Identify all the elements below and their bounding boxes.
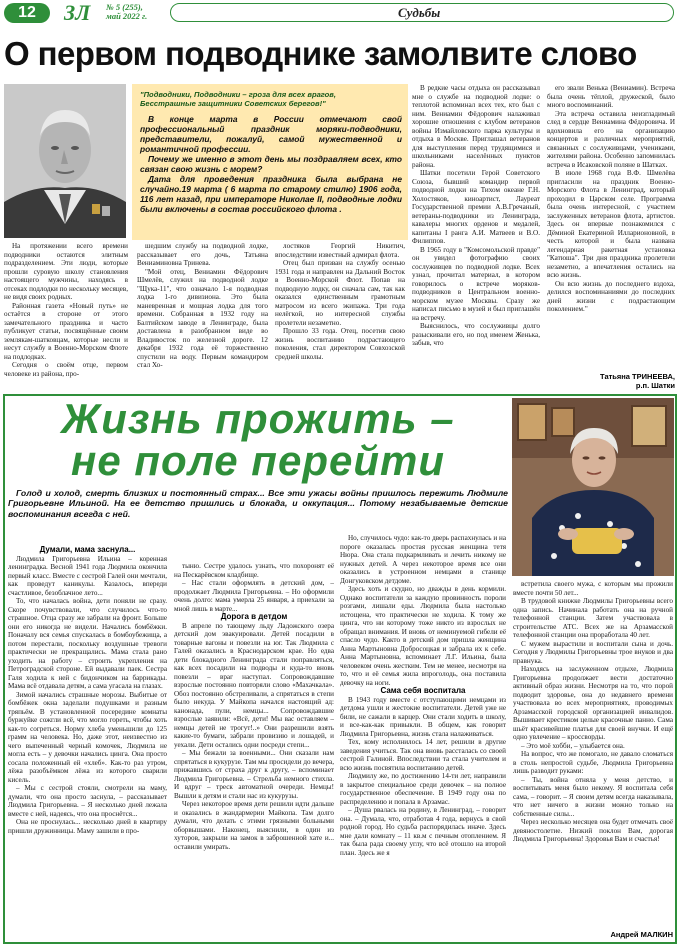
paragraph: тыню. Сестре удалось узнать, что похоронят её на Пескарёвском кладбище. — [174, 562, 334, 579]
paragraph: В 1943 году вместе с отступающими немцами из детдома ушли и жестокие воспитатели. Детей уже не били, не сажали в карцер. Они стали ходить в школу, и все-как-как привыкли. В общем, как говорит Людмила Григорьевна, жизнь стала налаживаться. — [340, 695, 506, 738]
paragraph: – Мы с сестрой стояли, смотрели на маму, думали, что она просто заснула, – рассказывает Людмила Григорьевна. – Я несколько дней лежала вместе с ней, надеясь, что она проснётся... — [8, 784, 167, 818]
article1-column-1 — [4, 242, 128, 378]
paragraph: лостяков Георгий Никитич, впоследствии известный адмирал флота. — [275, 242, 405, 259]
page-number: 12 — [4, 3, 50, 23]
paragraph: Отец был призван на службу осенью 1931 года и направлен на Дальний Восток в Военно-Морской Флот. Попав на подводную лодку, он сначала сам, так как оказался единственным грамотным матросом из всего экипажа. Три года нелёгкой, но интересной службы пролетели незаметно. — [275, 259, 405, 327]
paragraph: На протяжении всего времени подводники остаются элитным подразделением. Эти люди, которые прошли суровую школу становления настоящего мужчины, находясь в отсеках подлодки по нескольку месяцев, не видя своих родных. — [4, 242, 128, 301]
paragraph: В 1965 году в "Комсомольской правде" он увидел фотографию своих сослуживцев по подводной лодке. Всех узнал, прочитал материал, в котором говорилось о встрече моряков-подводников в Центральном военно-морском музее Москвы. Сразу же написал письмо в музей и был приглашён на встречу. — [412, 245, 540, 322]
paragraph: Зимой начались страшные морозы. Выбитые от бомбёжек окна заделали подушками и разным тряпьём. В установленной посередине комнаты буржуйке сожгли всё, что могло гореть, чтобы хоть как-то согреться. Норму хлеба уменьшили до 125 грамм на человека. Но, даже этот, неизвестно из чего выпеченный черный комочек, Людмила не могла есть – у девочки начались цинга. Она просто сосала положенный ей «хлеб». Как-то раз утром, лёжа разобъёмком лёжа из которого сварили кисель. — [8, 690, 167, 784]
article1-lead-block — [132, 84, 408, 240]
paragraph: Людмилу же, по достижению 14-ти лет, направили в закрытое специальное среди девочек – на полное государственное обеспечение. В 1949 году она по распределению и попала в Арзамас. — [340, 772, 506, 806]
issue-date: май 2022 г. — [106, 11, 148, 21]
article2-column-2 — [174, 562, 334, 942]
paragraph: Он всю жизнь до последнего вздоха, делился воспоминаниями до последних дней жизни с подрастающим поколением." — [547, 279, 675, 313]
elderly-woman-knitting-icon — [512, 398, 674, 576]
paragraph: Тех, кому исполнилось 14 лет, решили в другие заведения учиться. Так она вновь рассталась со своей сестрой Галиной. Впоследствии та стала учителем и всю жизнь посвятила воспитанию детей. — [340, 738, 506, 772]
paragraph: С мужем вырастили и воспитали сына и дочь. Сегодня у Людмилы Григорьевны трое внуков и два правнука. — [513, 639, 673, 665]
lead-paragraph-1: В конце марта в России отмечают свой профессиональный праздник моряки-подводники, представители, пожалуй, самой мужественной и романтичной профессии. — [140, 114, 402, 154]
article1-column-5 — [547, 84, 675, 370]
paragraph: В редкие часы отдыха он рассказывал мне о службе на подводной лодке: о теплотой вспоминал всех тех, кто был с ним. Вениамин Фёдорович налаживал хорошие отношения с клубом ветеранов войны Измайловского парка культуры и отдыха в Москве. Приглашал ветеранов для выступления перед трудящимися и школьниками населённых пунктов района. — [412, 84, 540, 169]
article1-column-3 — [275, 242, 405, 390]
paragraph: "Мой отец, Вениамин Фёдорович Шмелёв, служил на подводной лодке "Щука-11", что означало 1-я подводная лодка 1-го дивизиона. Это была маневренная и мощная лодка для того времени. Собранная в 1932 году на Балтийском заводе в Ленинграде, была доставлена в разобранном виде во Владивосток по железной дороге. 12 декабря 1932 года её торжественно спустили на воду. Первым командиром стал Хо- — [137, 267, 268, 369]
issue-info — [106, 3, 147, 21]
paragraph: встретила своего мужа, с которым мы прожили вместе почти 50 лет... — [513, 580, 673, 597]
man-portrait-icon — [4, 84, 126, 238]
paragraph: Находясь на заслуженном отдыхе, Людмила Григорьевна продолжает вести достаточно активный образ жизни. Несмотря на то, что порой подводит здоровье, она до недавнего времени участвовала во всех мероприятиях, проводимых Арзамасской городской организацией инвалидов. Вышивает крестиком целые красочные панно. Сама шьёт красивейшие платья для своей внучки. И ещё одно увлечение – кроссворды. — [513, 665, 673, 741]
paragraph: Эта встреча оставила неизгладимый след в сердце Вениамина Фёдоровича. И вдохновила его на организацию концертов и различных мероприятий, связанных с сослуживцами, учениками, жителями района. Особенно запомнилась встреча в Исаковской поляне в Шатках. — [547, 109, 675, 169]
lead-text — [140, 114, 402, 214]
paragraph: В трудовой книжке Людмилы Григорьевны всего одна запись. Начинала работать она на ручной телефонной станции. Затем участвовала в строительстве АТС. Всех же на Арзамасской телефонной станции она проработала 40 лет. — [513, 597, 673, 639]
portrait-photo — [4, 84, 126, 238]
paragraph: В июле 1968 года В.Ф. Шмелёва пригласили на праздник Военно-Морского Флота в Ленинград, который проходил в Царском селе. Программа была очень интересной, с участием заслуженных ветеранов флота, артистов. Здесь он впервые познакомился с Дёминой Екатериной Илларионовной, в честь которой и была названа легендарная ракетная установка "Катюша". Три дня праздника пролетели незаметно, а впечатления остались на всю жизнь. — [547, 169, 675, 279]
subheading-road-to-orphanage: Дорога в детдом — [220, 612, 288, 621]
paragraph: Выяснилось, что сослуживцы долго разыскивали его, но под именем Женька, забыв, что — [412, 322, 540, 347]
article2-headline — [8, 395, 508, 484]
article2-signature: Андрей МАЛКИН — [610, 930, 673, 939]
paragraph: Районная газета «Новый путь» не остаётся в стороне от этого замечательного праздника и часто публикует статьи, посвящённые своим землякам-шатковцам, которые несли и несут службу в Военно-Морском Флоте на подлодках. — [4, 301, 128, 361]
paragraph: Здесь хоть и скудно, но дважды в день кормили. Однако воспитатели за каждую провинность пороли розгами, лишали еды. Людмила была настолько истощена, что практически не ходила. К тому же цинга, что ни которому тоже никто из взрослых не обращал внимания. И вновь от неминуемой гибели её спасло чудо. Както в детский дом пришла женщина Анна Мартыновна Добросоцкая и забрала их к себе. Анна Мартыновна, вспоминает Л.Г. Ильина, была человеком очень жестким. Тем не менее, несмотря на то, что и её семья жила впроголодь, она поставила девочку на ноги. — [340, 585, 506, 687]
paragraph: В апреле по тающему льду Ладожского озера детский дом эвакуировали. Детей посадили в товарные вагоны и повезли на юг. Так Людмила с Галей оказались в Краснодарском крае. Но едва дети блокадного Ленинграда стали поправляться, как всех посадили на подводы и куда-то вновь повезли – враг наступал. Сопровождавшие взрослые постоянно повторяли слово «Махачкала». Обоз постоянно обстреливали, а спрятаться в степи было некуда. У Майкопа начался настоящий ад: канонада, пули, немцы... Сопровождавшие взрослые заявили: «Всё, дети! Мы вас оставляем – немцы детей не трогут!..» Они разрешили взять какие-то бумаги, забрали провизию и лошадей, и уехали. Дети остались одни посреди степи... — [174, 621, 334, 749]
lead-paragraph-2: Почему же именно в этот день мы поздравляем всех, кто связан свою жизнь с морем? — [140, 154, 402, 174]
subheading-mom-asleep: Думали, мама заснула... — [39, 545, 136, 554]
paragraph: Через несколько месяцев она будет отмечать своё девяностолетие. Низкий поклон Вам, дорогая Людмила Григорьевна! Здоровья Вам и счастья! — [513, 818, 673, 843]
page-header — [0, 0, 680, 26]
epigraph — [140, 90, 402, 108]
lead-paragraph-3: Дата для проведения праздника была выбрана не случайно.19 марта ( 6 марта по старому стилю) 1906 года, 116 лет назад, при императоре Николае II, подводные лодки были включены в состав российского флота . — [140, 174, 402, 214]
article1-signature — [547, 372, 675, 390]
paragraph: – Это моё хобби, – улыбается она. — [521, 741, 625, 750]
paragraph: На вопрос, что же помогало, не давало сломаться в столь непростой судьбе, Людмила Григорьевна лишь разводит руками: — [513, 750, 673, 775]
issue-number: № 5 (255), — [106, 2, 143, 12]
article2-column-4 — [513, 580, 673, 928]
article1-column-4 — [412, 84, 540, 390]
headline-line1: Жизнь прожить – — [61, 395, 455, 442]
paragraph: – Нас стали оформлять в детский дом, – продолжает Людмила Григорьевна. – Но оформили очень долго: мама умерла 25 января, а приехали за мной лишь в марте... — [174, 579, 334, 613]
paragraph: То, что началась война, дети поняли не сразу. Скоре почувствовали, что случилось что-то страшное. Отца сразу же забрали на фронт. Больше они его никогда не видели. Начались бомбёжки. Поначалу вся семья спускалась в бомбоубежища, а потом перестали, поскольку воздушные тревоги практически не прекращались. Мама стала рано уходить на работу – строить укрепления на Петроградской стороне. Ей выдавали паек. Сестра Галя ходила к ней с бидончиком на баррикады. Мама всё отдавала детям, а сама угасала на глазах. — [8, 597, 167, 690]
section-title: Судьбы — [398, 5, 441, 20]
paragraph: его звали Венька (Вениамин). Встреча была очень тёплой, дружеской, было много воспоминаний. — [547, 84, 675, 109]
headline-line2: не поле перейти — [71, 437, 445, 484]
paragraph: Сегодня о своём отце, первом человеке из района, про- — [4, 361, 128, 378]
article1-headline: О первом подводнике замолвите слово — [4, 35, 637, 72]
article1-column-2 — [137, 242, 268, 390]
article2-column-1 — [8, 546, 167, 942]
paragraph: – Ты, война отняла у меня детство, и воспитывать меня было некому. Я воспитала себя сама, – говорит. – Я своим детям всегда наказывала, что нет ничего в жизни можно только на собственные силы... — [513, 775, 673, 818]
article2-lead: Голод и холод, смерть близких и постоянный страх... Все эти ужасы войны пришлось пережить Людмиле Григорьевне Ильиной. На ее детство пришлись и блокада, и оккупация... Потому незабываемые детские воспоминания всегда с ней. — [8, 488, 508, 519]
paragraph: Шатки посетили Герой Советского Союза, бывший командир первой подводной лодки на Тихом океане Г.Н. Холостяков, киноартист, Лауреат Государственной премии А.В.Гречаный, ветераны-подводники из Ленинграда, кавалеры многих орденов и медалей, капитаны I ранга А.И. Матвеев и В.О. Филиппов. — [412, 169, 540, 245]
paragraph: – Мы бежали за военными... Они сказали нам спрятаться в кукурузе. Там мы просидели до вечера, прижавшись от страха друг к другу, – вспоминает Людмила Григорьевна. – Стрельба немного стихла. И вдруг – треск автоматной очереди. Немцы! Вышли к детям и стали нас из кукурузы. — [174, 749, 334, 800]
paragraph: – Душа рвалась на родину, в Ленинград, – говорит она. – Думала, что, отработав 4 года, вернусь в свой родной город. Но судьба распорядилась иначе. Здесь мне дали комнату – 11 кв.м с печным отоплением. Я так была рада своему углу, что всё отошло на второй план. Здесь же я — [340, 806, 506, 857]
epigraph-line1: "Подводники, Подводники – гроза для всех врагов, — [140, 90, 336, 99]
woman-photo — [512, 398, 674, 576]
paragraph: Она не проснулась... несколько дней в квартиру пришли дружинницы. Маму зашили в про- — [8, 818, 167, 835]
paragraph: Прошло 33 года. Отец, посетив свою жизнь воспитанию подрастающего поколения, стал директором Совхозской средней школы. — [275, 327, 405, 361]
subheading-raised-herself: Сама себя воспитала — [380, 686, 466, 695]
paragraph: Через некоторое время дети решили идти дальше и оказались в жандармерии Майкопа. Там долго думали, что делать с этими грязными больными оборвышами. Наконец, выяснили, в один из хуторов, закрыли на замок в заброшенной хате и... оставили умирать. — [174, 800, 334, 851]
author-name: Татьяна ТРИНЕЕВА, — [600, 372, 675, 381]
paragraph: шедшим службу на подводной лодке, рассказывает его дочь, Татьяна Вениаминовна Триневa. — [137, 242, 268, 267]
epigraph-line2: Бесстрашные защитники Советских берегов!" — [140, 99, 326, 108]
newspaper-logo: ЗЛ — [64, 0, 91, 25]
author-place: р.п. Шатки — [635, 381, 675, 390]
article2-column-3 — [340, 534, 506, 942]
paragraph: Но, случилось чудо: как-то дверь распахнулась и на пороге оказалась простая русская женщина тетя Нюра. Она стала подкармливать и лечить никому не нужных детей. А через некоторое время все они оказались в устроенном немцами в станице Донгуковском детдоме. — [340, 534, 506, 585]
paragraph: Людмила Григорьевна Ильина – коренная ленинградка. Весной 1941 года Людмила окончила первый класс. Вместе с сестрой Галей они мечтали, как проведут каникулы. Казалось, впереди счастливое, безоблачное лето... — [8, 554, 167, 597]
